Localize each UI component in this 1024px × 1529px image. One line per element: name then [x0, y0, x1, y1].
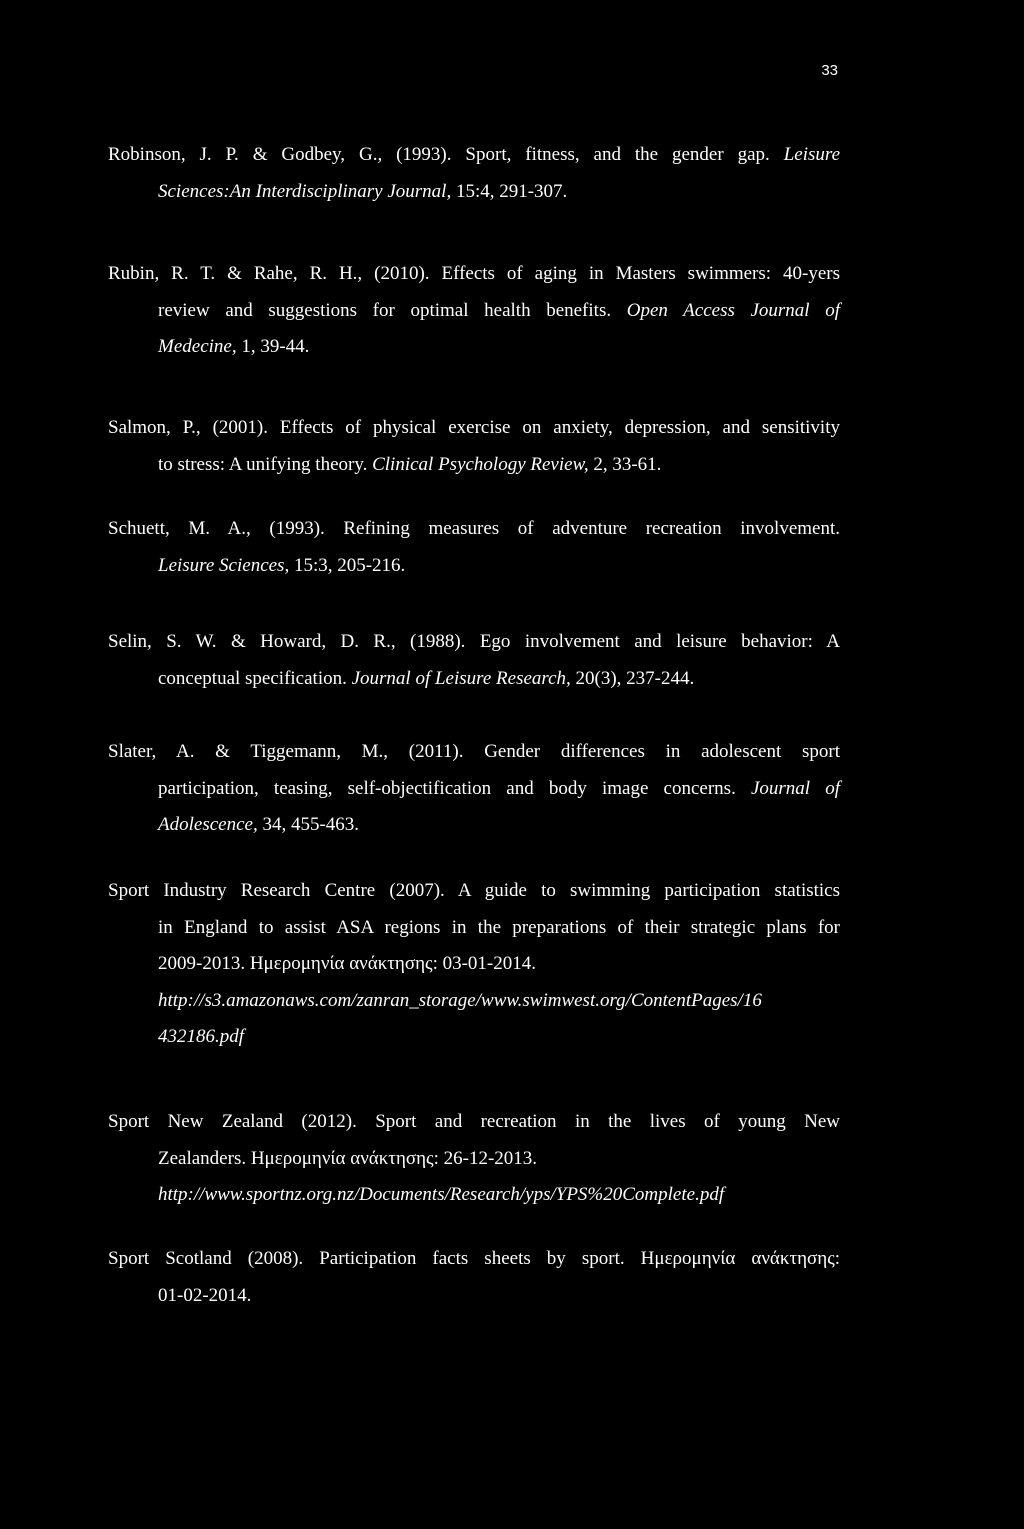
- reference-line: Salmon, P., (2001). Effects of physical exercise on anxiety, depression, and sensitivity: [108, 417, 840, 438]
- reference-line: participation, teasing, self-objectification and body image concerns. Journal of: [158, 777, 840, 799]
- reference-line: Rubin, R. T. & Rahe, R. H., (2010). Effects of aging in Masters swimmers: 40-yers: [108, 263, 840, 284]
- reference-entry: [108, 873, 840, 1056]
- reference-line: 01-02-2014.: [158, 1284, 252, 1306]
- reference-italic-text: Sciences:An Interdisciplinary Journal,: [158, 180, 452, 202]
- reference-line: [108, 1019, 840, 1056]
- reference-line: in England to assist ASA regions in the preparations of their strategic plans for: [158, 916, 840, 938]
- reference-line: 2009-2013. Ημερομηνία ανάκτησης: 03-01-2014.: [158, 953, 537, 974]
- reference-entry: [108, 1241, 840, 1314]
- reference-line: review and suggestions for optimal health benefits. Open Access Journal of: [158, 299, 840, 321]
- reference-entry: [108, 410, 840, 483]
- reference-line: conceptual specification. Journal of Leisure Research, 20(3), 237-244.: [158, 667, 695, 689]
- reference-line: Schuett, M. A., (1993). Refining measures of adventure recreation involvement.: [108, 518, 840, 539]
- reference-line: Sport Industry Research Centre (2007). A guide to swimming participation statistics: [108, 880, 840, 901]
- reference-line: Adolescence, 34, 455-463.: [158, 814, 360, 835]
- reference-line: [108, 1177, 840, 1214]
- reference-line: Robinson, J. P. & Godbey, G., (1993). Sport, fitness, and the gender gap. Leisure: [108, 144, 840, 165]
- reference-line: Selin, S. W. & Howard, D. R., (1988). Ego involvement and leisure behavior: A: [108, 631, 840, 652]
- reference-entry: [108, 256, 840, 366]
- reference-line: Slater, A. & Tiggemann, M., (2011). Gender differences in adolescent sport: [108, 741, 840, 762]
- reference-line: Zealanders. Ημερομηνία ανάκτησης: 26-12-2013.: [158, 1147, 538, 1169]
- reference-line: to stress: A unifying theory. Clinical Psychology Review, 2, 33-61.: [158, 453, 662, 475]
- reference-italic-text: Adolescence,: [158, 814, 258, 835]
- reference-italic-text: Journal of Leisure Research,: [351, 667, 571, 689]
- reference-entry: [108, 1104, 840, 1214]
- reference-italic-text: 432186.pdf: [158, 1026, 245, 1047]
- reference-entry: [108, 624, 840, 697]
- reference-line: Sciences:An Interdisciplinary Journal, 15:4, 291-307.: [158, 180, 568, 202]
- reference-italic-text: http://www.sportnz.org.nz/Documents/Research/yps/YPS%20Complete.pdf: [158, 1184, 725, 1205]
- reference-entry: [108, 137, 840, 210]
- reference-entry: [108, 511, 840, 584]
- reference-italic-text: Leisure Sciences,: [158, 554, 290, 576]
- reference-entry: [108, 734, 840, 844]
- reference-line: Sport New Zealand (2012). Sport and recreation in the lives of young New: [108, 1111, 840, 1132]
- reference-italic-text: Open Access Journal of: [626, 299, 840, 321]
- reference-italic-text: Clinical Psychology Review,: [372, 453, 589, 475]
- page-number: 33: [821, 62, 838, 79]
- reference-italic-text: Journal of: [750, 777, 840, 799]
- reference-italic-text: Leisure: [783, 144, 840, 165]
- reference-line: Sport Scotland (2008). Participation facts sheets by sport. Ημερομηνία ανάκτησης:: [108, 1248, 840, 1269]
- reference-line: [108, 983, 840, 1020]
- reference-italic-text: Medecine,: [158, 336, 237, 357]
- reference-italic-text: http://s3.amazonaws.com/zanran_storage/www.swimwest.org/ContentPages/16: [158, 989, 762, 1011]
- reference-line: Leisure Sciences, 15:3, 205-216.: [158, 554, 406, 576]
- reference-line: Medecine, 1, 39-44.: [158, 336, 310, 357]
